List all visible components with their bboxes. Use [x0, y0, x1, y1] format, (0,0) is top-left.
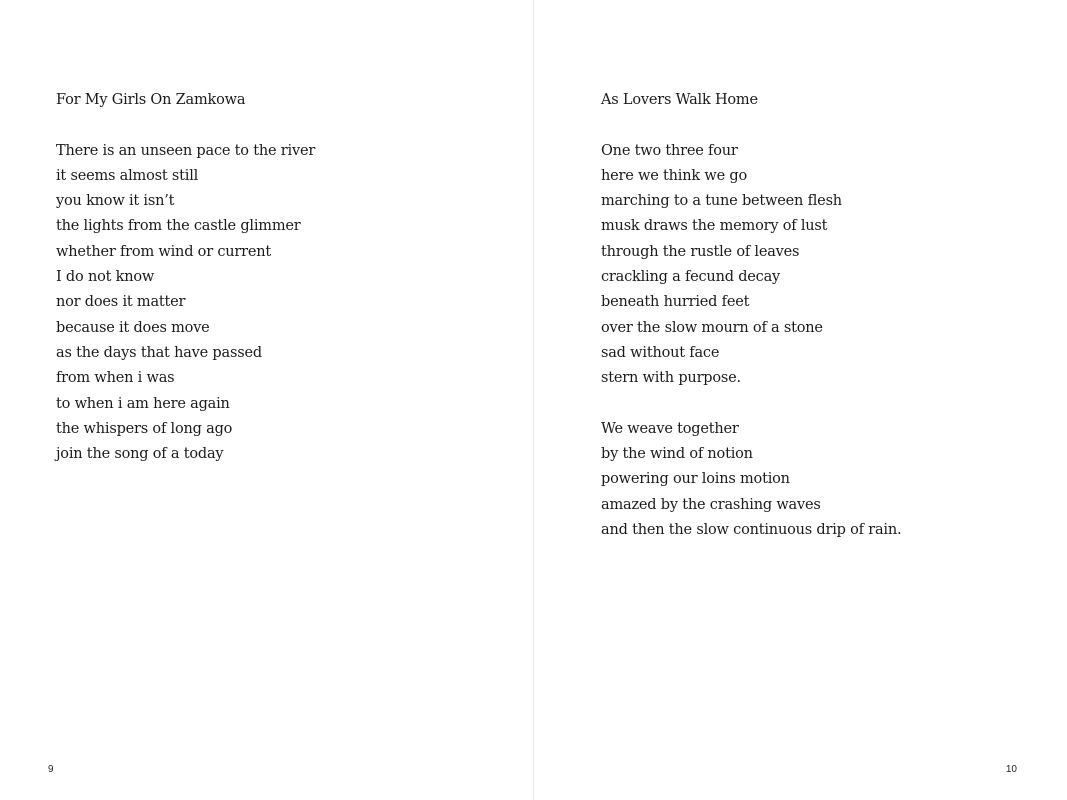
poem-line: the lights from the castle glimmer	[56, 218, 301, 235]
poem-line: join the song of a today	[56, 446, 224, 463]
poem-line: to when i am here again	[56, 395, 230, 412]
poem	[601, 88, 901, 569]
stanza	[601, 139, 901, 392]
stanza	[601, 417, 901, 543]
poem-line: There is an unseen pace to the river	[56, 142, 316, 159]
left-page	[0, 0, 533, 800]
poem-line: you know it isn’t	[56, 193, 175, 210]
poem-line: as the days that have passed	[56, 344, 262, 361]
poem-line: musk draws the memory of lust	[601, 218, 828, 235]
poem-line: the whispers of long ago	[56, 420, 233, 437]
stanza	[56, 139, 315, 468]
poem-line: We weave together	[601, 420, 739, 437]
poem-title: For My Girls On Zamkowa	[56, 92, 246, 108]
page-number: 10	[1005, 764, 1017, 775]
poem-line: through the rustle of leaves	[601, 243, 800, 260]
poem	[56, 88, 315, 493]
page-number: 9	[48, 764, 54, 775]
poem-line: by the wind of notion	[601, 446, 753, 463]
poem-line: I do not know	[56, 269, 155, 286]
poem-line: crackling a fecund decay	[601, 269, 781, 286]
poem-line: stern with purpose.	[601, 370, 741, 387]
poem-line: One two three four	[601, 142, 738, 159]
poem-line: and then the slow continuous drip of rain.	[601, 522, 902, 539]
poem-title: As Lovers Walk Home	[601, 92, 758, 108]
poem-line: here we think we go	[601, 167, 747, 184]
poem-line: because it does move	[56, 319, 210, 336]
poem-line: over the slow mourn of a stone	[601, 319, 823, 336]
poem-line: beneath hurried feet	[601, 294, 750, 311]
right-page	[534, 0, 1067, 800]
poem-line: from when i was	[56, 370, 175, 387]
poem-line: powering our loins motion	[601, 471, 790, 488]
poem-line: sad without face	[601, 344, 720, 361]
poem-line: it seems almost still	[56, 167, 199, 184]
poem-line: marching to a tune between flesh	[601, 193, 842, 210]
poem-line: whether from wind or current	[56, 243, 272, 260]
poem-line: amazed by the crashing waves	[601, 496, 821, 513]
poem-line: nor does it matter	[56, 294, 186, 311]
